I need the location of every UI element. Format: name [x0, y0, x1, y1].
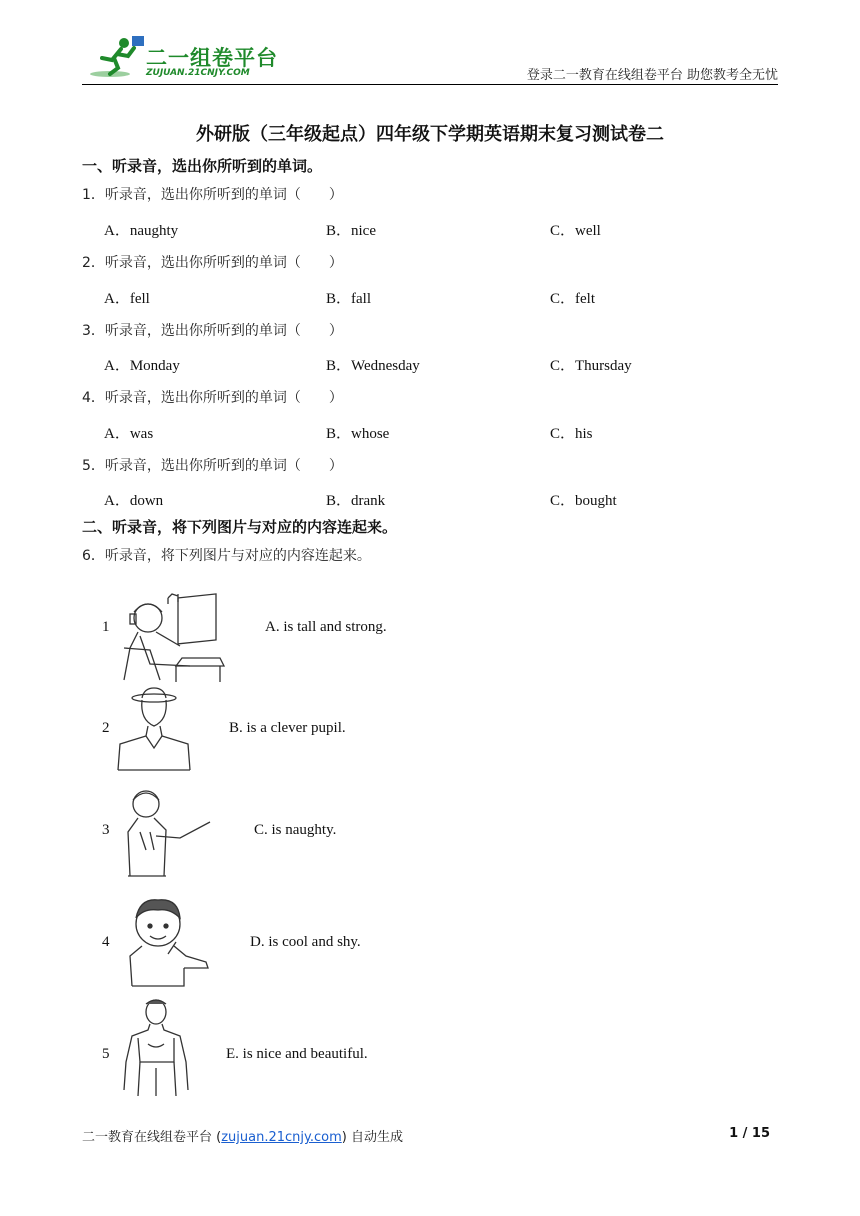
- option-a[interactable]: A．down: [104, 493, 164, 509]
- item-number: 3: [102, 822, 110, 838]
- option-a[interactable]: A．Monday: [104, 358, 180, 374]
- section-heading-1: 一、听录音，选出你所听到的单词。: [82, 157, 323, 175]
- section-heading-2: 二、听录音，将下列图片与对应的内容连起来。: [82, 518, 398, 536]
- runner-logo-icon: [88, 34, 148, 80]
- question-stem: 6．听录音，将下列图片与对应的内容连起来。: [82, 548, 371, 564]
- footer-link[interactable]: zujuan.21cnjy.com: [221, 1130, 342, 1145]
- option-b[interactable]: B．Wednesday: [326, 358, 420, 374]
- match-option: C. is naughty.: [254, 822, 337, 838]
- footer-prefix: 二一教育在线组卷平台 (: [82, 1130, 222, 1145]
- question-stem: 1．听录音，选出你所听到的单词（ ）: [82, 187, 343, 203]
- option-c[interactable]: C．well: [550, 223, 601, 239]
- header-slogan: 登录二一教育在线组卷平台 助您教考全无忧: [526, 68, 778, 83]
- option-a[interactable]: A．was: [104, 426, 154, 442]
- footer-source: [82, 1126, 403, 1145]
- tall-strong-man-illustration: [118, 998, 194, 1098]
- boy-with-hat-illustration: [116, 686, 196, 772]
- site-logo: [88, 34, 278, 80]
- boy-with-pointer-illustration: [120, 786, 216, 878]
- question-stem: 5．听录音，选出你所听到的单词（ ）: [82, 458, 343, 474]
- logo-subtext: ZUJUAN.21CNJY.COM: [146, 68, 250, 78]
- match-option: A. is tall and strong.: [265, 619, 387, 635]
- item-number: 1: [102, 619, 110, 635]
- logo-text: 二一组卷平台: [146, 46, 278, 70]
- question-stem: 4．听录音，选出你所听到的单词（ ）: [82, 390, 343, 406]
- footer-suffix: ) 自动生成: [341, 1130, 403, 1145]
- option-c[interactable]: C．bought: [550, 493, 617, 509]
- option-b[interactable]: B．nice: [326, 223, 376, 239]
- match-option: D. is cool and shy.: [250, 934, 361, 950]
- option-b[interactable]: B．drank: [326, 493, 386, 509]
- option-b[interactable]: B．fall: [326, 291, 371, 307]
- option-a[interactable]: A．naughty: [104, 223, 179, 239]
- item-number: 4: [102, 934, 110, 950]
- question-stem: 2．听录音，选出你所听到的单词（ ）: [82, 255, 343, 271]
- item-number: 2: [102, 720, 110, 736]
- option-c[interactable]: C．his: [550, 426, 593, 442]
- page-title: 外研版（三年级起点）四年级下学期英语期末复习测试卷二: [196, 124, 664, 145]
- option-b[interactable]: B．whose: [326, 426, 390, 442]
- option-a[interactable]: A．fell: [104, 291, 150, 307]
- match-option: B. is a clever pupil.: [229, 720, 346, 736]
- option-c[interactable]: C．felt: [550, 291, 595, 307]
- question-stem: 3．听录音，选出你所听到的单词（ ）: [82, 323, 343, 339]
- boy-at-computer-illustration: [120, 588, 230, 684]
- match-option: E. is nice and beautiful.: [226, 1046, 368, 1062]
- option-c[interactable]: C．Thursday: [550, 358, 632, 374]
- smiling-boy-illustration: [124, 894, 214, 990]
- page-number: 1 / 15: [729, 1126, 770, 1141]
- header-divider: [82, 84, 778, 85]
- item-number: 5: [102, 1046, 110, 1062]
